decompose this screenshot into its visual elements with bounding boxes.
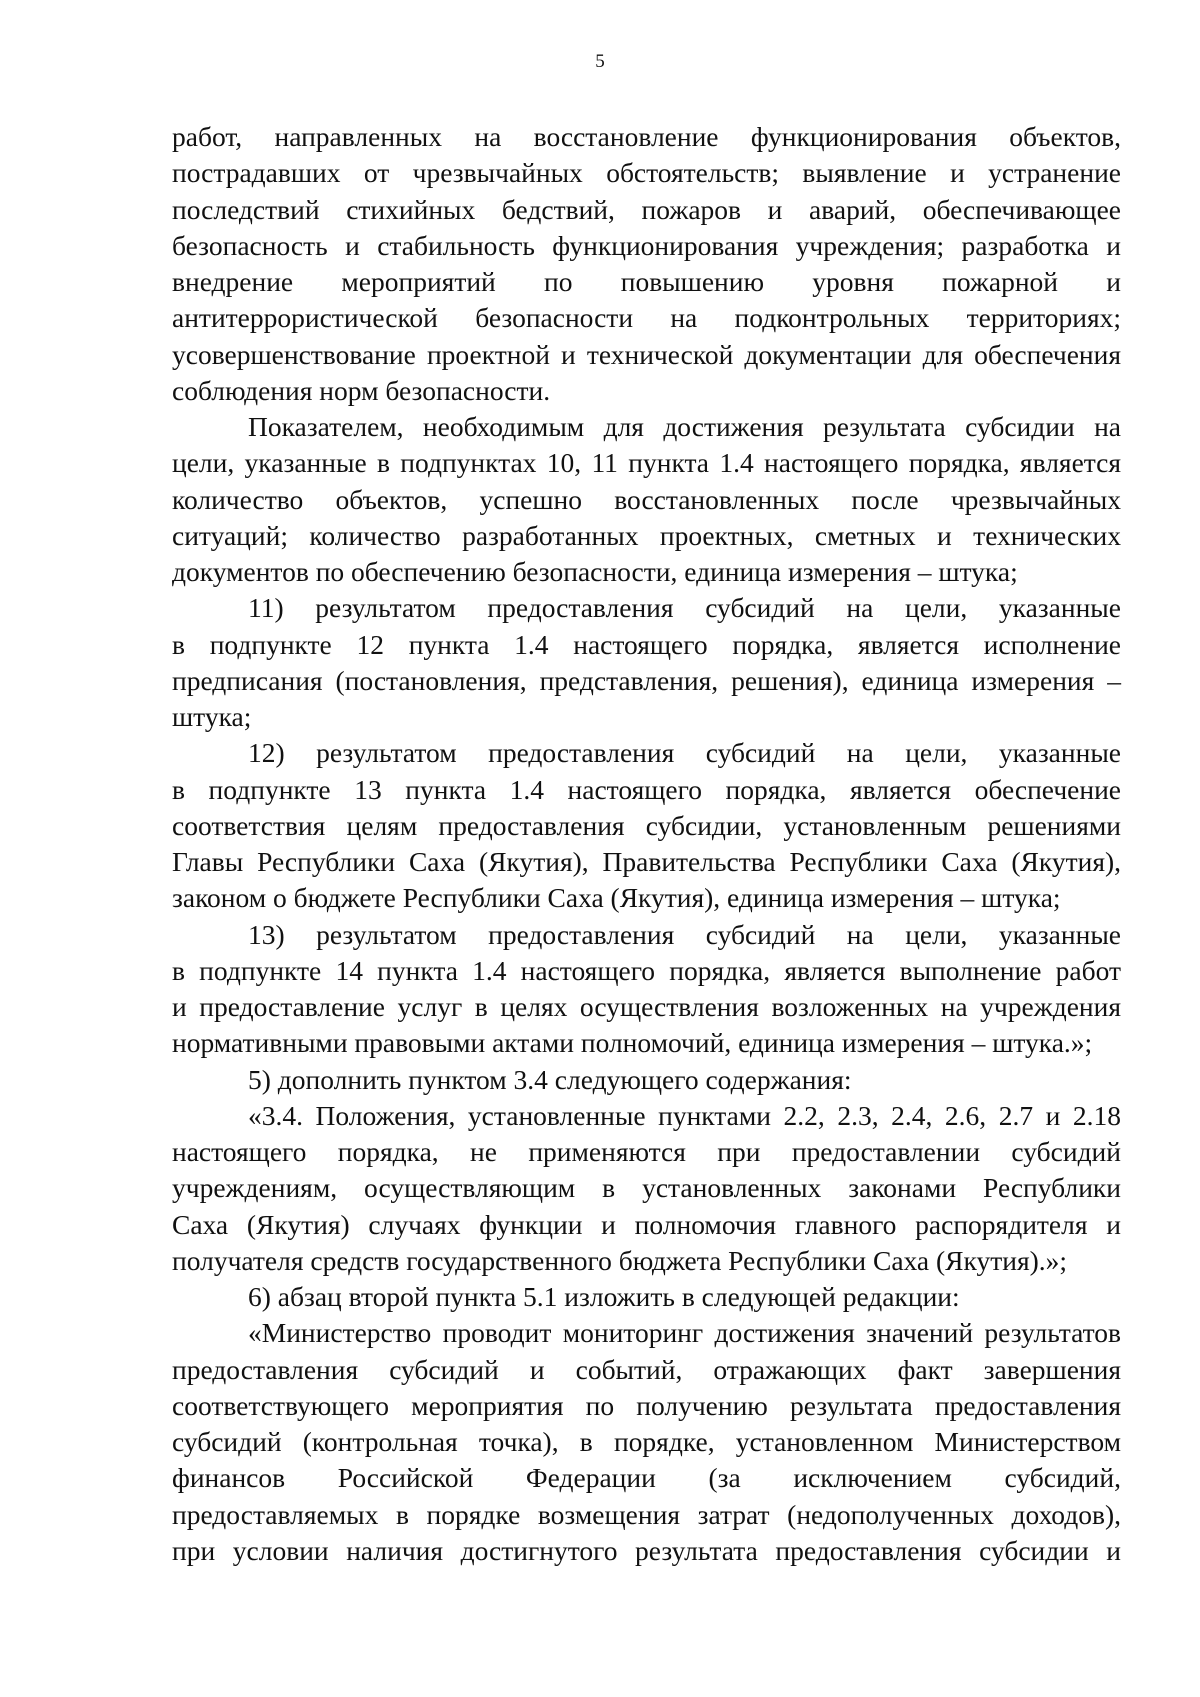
text-line: Главы Республики Саха (Якутия), Правительства Республики Саха (Якутия), bbox=[172, 846, 1121, 877]
text-line: Саха (Якутия) случаях функции и полномочия главного распорядителя и bbox=[172, 1208, 1121, 1240]
text-line: цели, указанные в подпунктах 10, 11 пункта 1.4 настоящего порядка, является bbox=[172, 447, 1121, 479]
text-line: штука; bbox=[172, 701, 252, 732]
text-line: предоставления субсидий и событий, отражающих факт завершения bbox=[172, 1353, 1121, 1385]
text-line: безопасность и стабильность функционирования учреждения; разработка и bbox=[172, 229, 1121, 261]
text-line: 12) результатом предоставления субсидий на цели, указанные bbox=[248, 737, 1121, 769]
text-line: законом о бюджете Республики Саха (Якутия), единица измерения – штука; bbox=[172, 882, 1061, 914]
text-line: документов по обеспечению безопасности, единица измерения – штука; bbox=[172, 556, 1018, 587]
text-line: количество объектов, успешно восстановленных после чрезвычайных bbox=[172, 483, 1121, 515]
page-number: 5 bbox=[595, 51, 605, 72]
text-line: при условии наличия достигнутого результата предоставления субсидии и bbox=[172, 1534, 1121, 1566]
text-line: 13) результатом предоставления субсидий на цели, указанные bbox=[248, 918, 1121, 950]
text-line: «3.4. Положения, установленные пунктами 2.2, 2.3, 2.4, 2.6, 2.7 и 2.18 bbox=[248, 1099, 1121, 1131]
text-line: 5) дополнить пунктом 3.4 следующего содержания: bbox=[248, 1063, 852, 1095]
text-line: ситуаций; количество разработанных проектных, сметных и технических bbox=[172, 519, 1121, 551]
text-line: и предоставление услуг в целях осуществления возложенных на учреждения bbox=[172, 991, 1121, 1022]
text-line: усовершенствование проектной и технической документации для обеспечения bbox=[172, 338, 1121, 370]
text-line: в подпункте 12 пункта 1.4 настоящего порядка, является исполнение bbox=[172, 628, 1121, 660]
text-line: настоящего порядка, не применяются при предоставлении субсидий bbox=[172, 1136, 1121, 1167]
text-line: 11) результатом предоставления субсидий на цели, указанные bbox=[248, 592, 1121, 624]
text-line: последствий стихийных бедствий, пожаров и аварий, обеспечивающее bbox=[172, 193, 1121, 225]
text-line: работ, направленных на восстановление функционирования объектов, bbox=[172, 121, 1121, 152]
text-line: антитеррористической безопасности на подконтрольных территориях; bbox=[172, 302, 1121, 334]
text-line: в подпункте 13 пункта 1.4 настоящего порядка, является обеспечение bbox=[172, 773, 1121, 805]
text-line: в подпункте 14 пункта 1.4 настоящего порядка, является выполнение работ bbox=[172, 954, 1121, 986]
text-line: получателя средств государственного бюджета Республики Саха (Якутия).»; bbox=[172, 1244, 1068, 1276]
text-line: 6) абзац второй пункта 5.1 изложить в следующей редакции: bbox=[248, 1281, 960, 1312]
text-line: пострадавших от чрезвычайных обстоятельств; выявление и устранение bbox=[172, 157, 1121, 189]
text-line: соответствующего мероприятия по получению результата предоставления bbox=[172, 1389, 1121, 1421]
text-line: соблюдения норм безопасности. bbox=[172, 374, 551, 406]
text-line: «Министерство проводит мониторинг достижения значений результатов bbox=[248, 1317, 1121, 1349]
text-line: предоставляемых в порядке возмещения затрат (недополученных доходов), bbox=[172, 1498, 1121, 1530]
text-line: учреждениям, осуществляющим в установленных законами Республики bbox=[172, 1172, 1121, 1204]
text-line: финансов Российской Федерации (за исключением субсидий, bbox=[172, 1462, 1121, 1494]
text-line: внедрение мероприятий по повышению уровня пожарной и bbox=[172, 266, 1121, 297]
document-body bbox=[172, 119, 1121, 1569]
text-line: нормативными правовыми актами полномочий, единица измерения – штука.»; bbox=[172, 1027, 1093, 1059]
text-line: субсидий (контрольная точка), в порядке, установленном Министерством bbox=[172, 1426, 1121, 1457]
text-line: соответствия целям предоставления субсидии, установленным решениями bbox=[172, 809, 1121, 841]
text-line: Показателем, необходимым для достижения результата субсидии на bbox=[248, 411, 1121, 442]
text-line: предписания (постановления, представления, решения), единица измерения – bbox=[172, 664, 1121, 696]
